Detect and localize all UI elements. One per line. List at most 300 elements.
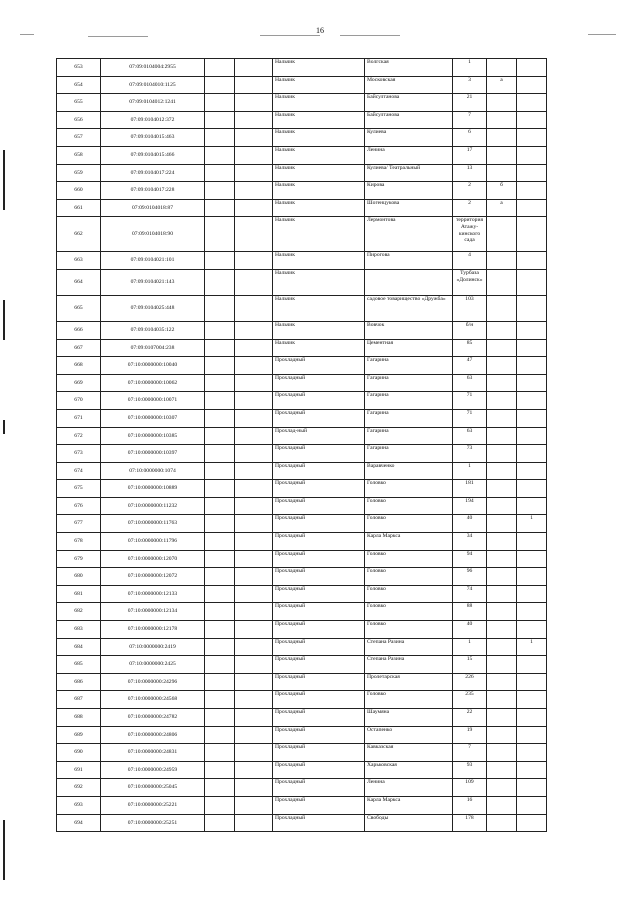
empty-cell bbox=[235, 533, 273, 551]
street-cell: садовое товарищество «Дружба» bbox=[365, 295, 453, 321]
house-cell: 93 bbox=[453, 761, 487, 779]
house-cell: 15 bbox=[453, 656, 487, 674]
house-cell: 47 bbox=[453, 357, 487, 375]
apartment-cell bbox=[517, 603, 547, 621]
table-row bbox=[57, 146, 547, 164]
row-number: 682 bbox=[57, 603, 101, 621]
city-cell: Прохладный bbox=[273, 814, 365, 832]
street-cell: Кирова bbox=[365, 182, 453, 200]
cadastral-number: 07:09:0104025:448 bbox=[101, 295, 205, 321]
building-cell bbox=[487, 585, 517, 603]
street-cell: Гагарина bbox=[365, 445, 453, 463]
empty-cell bbox=[235, 409, 273, 427]
cadastral-number: 07:09:0104015:466 bbox=[101, 146, 205, 164]
house-cell: 7 bbox=[453, 744, 487, 762]
city-cell: Прохладный bbox=[273, 726, 365, 744]
house-cell: 17 bbox=[453, 146, 487, 164]
table-row bbox=[57, 744, 547, 762]
building-cell bbox=[487, 744, 517, 762]
row-number: 661 bbox=[57, 199, 101, 217]
empty-cell bbox=[205, 814, 235, 832]
apartment-cell bbox=[517, 445, 547, 463]
street-cell: Гагарина bbox=[365, 409, 453, 427]
empty-cell bbox=[235, 726, 273, 744]
cadastral-number: 07:10:0000000:10040 bbox=[101, 357, 205, 375]
empty-cell bbox=[205, 129, 235, 147]
building-cell bbox=[487, 568, 517, 586]
building-cell bbox=[487, 427, 517, 445]
apartment-cell bbox=[517, 111, 547, 129]
building-cell bbox=[487, 691, 517, 709]
apartment-cell bbox=[517, 621, 547, 639]
empty-cell bbox=[235, 603, 273, 621]
register-table bbox=[56, 58, 547, 832]
house-cell: 1 bbox=[453, 462, 487, 480]
house-cell: 181 bbox=[453, 480, 487, 498]
city-cell: Нальчик bbox=[273, 94, 365, 112]
cadastral-number: 07:10:0000000:10889 bbox=[101, 480, 205, 498]
house-cell: 71 bbox=[453, 409, 487, 427]
row-number: 668 bbox=[57, 357, 101, 375]
row-number: 689 bbox=[57, 726, 101, 744]
cadastral-number: 07:09:0104035:122 bbox=[101, 321, 205, 339]
empty-cell bbox=[205, 339, 235, 357]
row-number: 653 bbox=[57, 59, 101, 77]
row-number: 679 bbox=[57, 550, 101, 568]
empty-cell bbox=[235, 295, 273, 321]
city-cell: Нальчик bbox=[273, 321, 365, 339]
city-cell: Нальчик bbox=[273, 217, 365, 252]
house-cell: 194 bbox=[453, 497, 487, 515]
house-cell: 4 bbox=[453, 252, 487, 270]
house-cell: 40 bbox=[453, 621, 487, 639]
street-cell: Кавказская bbox=[365, 744, 453, 762]
apartment-cell bbox=[517, 182, 547, 200]
city-cell: Прохладный bbox=[273, 603, 365, 621]
building-cell bbox=[487, 357, 517, 375]
street-cell: Головко bbox=[365, 585, 453, 603]
empty-cell bbox=[235, 269, 273, 295]
scan-artifact-line bbox=[88, 36, 148, 37]
house-cell: 1 bbox=[453, 638, 487, 656]
house-cell: 21 bbox=[453, 94, 487, 112]
house-cell: 3 bbox=[453, 76, 487, 94]
city-cell: Прохладный bbox=[273, 779, 365, 797]
empty-cell bbox=[205, 295, 235, 321]
table-row bbox=[57, 638, 547, 656]
empty-cell bbox=[205, 409, 235, 427]
table-row bbox=[57, 497, 547, 515]
empty-cell bbox=[235, 146, 273, 164]
cadastral-number: 07:09:0104004:2955 bbox=[101, 59, 205, 77]
apartment-cell bbox=[517, 129, 547, 147]
apartment-cell bbox=[517, 533, 547, 551]
table-row bbox=[57, 269, 547, 295]
scan-edge-mark bbox=[3, 820, 5, 880]
city-cell: Нальчик bbox=[273, 59, 365, 77]
house-cell: 40 bbox=[453, 515, 487, 533]
empty-cell bbox=[235, 59, 273, 77]
house-cell: 88 bbox=[453, 603, 487, 621]
cadastral-number: 07:10:0000000:2425 bbox=[101, 656, 205, 674]
empty-cell bbox=[205, 59, 235, 77]
empty-cell bbox=[235, 779, 273, 797]
empty-cell bbox=[235, 129, 273, 147]
city-cell: Нальчик bbox=[273, 295, 365, 321]
empty-cell bbox=[235, 497, 273, 515]
row-number: 692 bbox=[57, 779, 101, 797]
row-number: 657 bbox=[57, 129, 101, 147]
empty-cell bbox=[205, 497, 235, 515]
empty-cell bbox=[205, 656, 235, 674]
empty-cell bbox=[205, 199, 235, 217]
empty-cell bbox=[205, 357, 235, 375]
street-cell: Головко bbox=[365, 691, 453, 709]
empty-cell bbox=[205, 445, 235, 463]
table-row bbox=[57, 585, 547, 603]
street-cell: Ленина bbox=[365, 146, 453, 164]
street-cell: Харьковская bbox=[365, 761, 453, 779]
building-cell bbox=[487, 726, 517, 744]
street-cell: Цементная bbox=[365, 339, 453, 357]
house-cell: 6 bbox=[453, 129, 487, 147]
street-cell: Московская bbox=[365, 76, 453, 94]
table-row bbox=[57, 295, 547, 321]
empty-cell bbox=[205, 585, 235, 603]
table-row bbox=[57, 427, 547, 445]
table-row bbox=[57, 357, 547, 375]
row-number: 680 bbox=[57, 568, 101, 586]
city-cell: Прохлад-ный bbox=[273, 427, 365, 445]
empty-cell bbox=[235, 321, 273, 339]
row-number: 663 bbox=[57, 252, 101, 270]
empty-cell bbox=[205, 779, 235, 797]
cadastral-number: 07:10:0000000:10307 bbox=[101, 409, 205, 427]
empty-cell bbox=[235, 462, 273, 480]
scan-edge-mark bbox=[3, 300, 5, 340]
city-cell: Прохладный bbox=[273, 357, 365, 375]
house-cell: Турбаза «Долинск» bbox=[453, 269, 487, 295]
apartment-cell bbox=[517, 814, 547, 832]
table-row bbox=[57, 76, 547, 94]
empty-cell bbox=[205, 217, 235, 252]
building-cell bbox=[487, 621, 517, 639]
cadastral-number: 07:10:0000000:24568 bbox=[101, 691, 205, 709]
apartment-cell bbox=[517, 409, 547, 427]
cadastral-number: 07:10:0000000:11763 bbox=[101, 515, 205, 533]
row-number: 670 bbox=[57, 392, 101, 410]
cadastral-number: 07:10:0000000:25221 bbox=[101, 796, 205, 814]
row-number: 676 bbox=[57, 497, 101, 515]
empty-cell bbox=[235, 76, 273, 94]
building-cell bbox=[487, 462, 517, 480]
apartment-cell bbox=[517, 691, 547, 709]
table-row bbox=[57, 321, 547, 339]
apartment-cell bbox=[517, 709, 547, 727]
building-cell bbox=[487, 533, 517, 551]
table-row bbox=[57, 392, 547, 410]
cadastral-number: 07:09:0104018:87 bbox=[101, 199, 205, 217]
empty-cell bbox=[205, 427, 235, 445]
street-cell: Пирогова bbox=[365, 252, 453, 270]
street-cell: Карла Маркса bbox=[365, 533, 453, 551]
apartment-cell bbox=[517, 146, 547, 164]
city-cell: Нальчик bbox=[273, 76, 365, 94]
street-cell: Байсултанова bbox=[365, 94, 453, 112]
street-cell: Головко bbox=[365, 621, 453, 639]
house-cell: 235 bbox=[453, 691, 487, 709]
apartment-cell bbox=[517, 295, 547, 321]
empty-cell bbox=[205, 111, 235, 129]
empty-cell bbox=[205, 726, 235, 744]
scan-artifact-line bbox=[20, 34, 34, 35]
row-number: 654 bbox=[57, 76, 101, 94]
house-cell: 19 bbox=[453, 726, 487, 744]
building-cell bbox=[487, 392, 517, 410]
apartment-cell bbox=[517, 94, 547, 112]
building-cell bbox=[487, 796, 517, 814]
empty-cell bbox=[235, 445, 273, 463]
apartment-cell bbox=[517, 779, 547, 797]
cadastral-number: 07:10:0000000:12134 bbox=[101, 603, 205, 621]
row-number: 683 bbox=[57, 621, 101, 639]
row-number: 690 bbox=[57, 744, 101, 762]
city-cell: Прохладный bbox=[273, 796, 365, 814]
cadastral-number: 07:10:0000000:12178 bbox=[101, 621, 205, 639]
street-cell: Карла Маркса bbox=[365, 796, 453, 814]
empty-cell bbox=[205, 462, 235, 480]
house-cell: 63 bbox=[453, 427, 487, 445]
empty-cell bbox=[205, 568, 235, 586]
house-cell: 226 bbox=[453, 673, 487, 691]
apartment-cell bbox=[517, 76, 547, 94]
street-cell: Головко bbox=[365, 568, 453, 586]
table-row bbox=[57, 252, 547, 270]
city-cell: Прохладный bbox=[273, 585, 365, 603]
empty-cell bbox=[205, 533, 235, 551]
empty-cell bbox=[235, 374, 273, 392]
row-number: 681 bbox=[57, 585, 101, 603]
row-number: 665 bbox=[57, 295, 101, 321]
cadastral-number: 07:10:0000000:12070 bbox=[101, 550, 205, 568]
cadastral-number: 07:09:0104018:90 bbox=[101, 217, 205, 252]
apartment-cell bbox=[517, 217, 547, 252]
scan-artifact-line bbox=[260, 35, 320, 36]
cadastral-number: 07:10:0000000:24782 bbox=[101, 709, 205, 727]
apartment-cell bbox=[517, 374, 547, 392]
apartment-cell bbox=[517, 673, 547, 691]
street-cell: Кулиева bbox=[365, 129, 453, 147]
building-cell bbox=[487, 409, 517, 427]
empty-cell bbox=[235, 673, 273, 691]
building-cell bbox=[487, 217, 517, 252]
empty-cell bbox=[205, 638, 235, 656]
building-cell bbox=[487, 295, 517, 321]
row-number: 655 bbox=[57, 94, 101, 112]
house-cell: 2 bbox=[453, 199, 487, 217]
apartment-cell bbox=[517, 269, 547, 295]
street-cell: Головко bbox=[365, 515, 453, 533]
row-number: 664 bbox=[57, 269, 101, 295]
street-cell: Лермонтова bbox=[365, 217, 453, 252]
city-cell: Прохладный bbox=[273, 497, 365, 515]
row-number: 677 bbox=[57, 515, 101, 533]
cadastral-number: 07:10:0000000:2419 bbox=[101, 638, 205, 656]
empty-cell bbox=[205, 94, 235, 112]
empty-cell bbox=[235, 392, 273, 410]
street-cell: Шаумяна bbox=[365, 709, 453, 727]
empty-cell bbox=[205, 76, 235, 94]
apartment-cell bbox=[517, 480, 547, 498]
row-number: 662 bbox=[57, 217, 101, 252]
table-row bbox=[57, 199, 547, 217]
page-number: 16 bbox=[316, 26, 324, 35]
city-cell: Прохладный bbox=[273, 515, 365, 533]
cadastral-number: 07:10:0000000:10062 bbox=[101, 374, 205, 392]
empty-cell bbox=[235, 796, 273, 814]
empty-cell bbox=[205, 182, 235, 200]
table-row bbox=[57, 374, 547, 392]
apartment-cell bbox=[517, 726, 547, 744]
table-row bbox=[57, 111, 547, 129]
empty-cell bbox=[205, 392, 235, 410]
street-cell: Шогенцукова bbox=[365, 199, 453, 217]
cadastral-number: 07:09:0104017:228 bbox=[101, 182, 205, 200]
apartment-cell bbox=[517, 497, 547, 515]
empty-cell bbox=[235, 480, 273, 498]
table-row bbox=[57, 709, 547, 727]
street-cell: Степана Разина bbox=[365, 656, 453, 674]
cadastral-number: 07:10:0000000:25045 bbox=[101, 779, 205, 797]
building-cell bbox=[487, 339, 517, 357]
city-cell: Прохладный bbox=[273, 744, 365, 762]
house-cell: б/н bbox=[453, 321, 487, 339]
street-cell: Гагарина bbox=[365, 392, 453, 410]
empty-cell bbox=[235, 744, 273, 762]
empty-cell bbox=[235, 550, 273, 568]
empty-cell bbox=[205, 603, 235, 621]
empty-cell bbox=[205, 709, 235, 727]
city-cell: Прохладный bbox=[273, 409, 365, 427]
apartment-cell bbox=[517, 252, 547, 270]
empty-cell bbox=[205, 673, 235, 691]
empty-cell bbox=[205, 146, 235, 164]
city-cell: Прохладный bbox=[273, 691, 365, 709]
street-cell: Головко bbox=[365, 480, 453, 498]
cadastral-number: 07:10:0000000:24959 bbox=[101, 761, 205, 779]
empty-cell bbox=[235, 427, 273, 445]
city-cell: Прохладный bbox=[273, 480, 365, 498]
city-cell: Прохладный bbox=[273, 656, 365, 674]
city-cell: Нальчик bbox=[273, 339, 365, 357]
row-number: 659 bbox=[57, 164, 101, 182]
table-row bbox=[57, 568, 547, 586]
empty-cell bbox=[235, 182, 273, 200]
city-cell: Нальчик bbox=[273, 111, 365, 129]
city-cell: Прохладный bbox=[273, 761, 365, 779]
street-cell: Варавченко bbox=[365, 462, 453, 480]
street-cell: Кулиева/ Театральный bbox=[365, 164, 453, 182]
city-cell: Прохладный bbox=[273, 568, 365, 586]
house-cell: 73 bbox=[453, 445, 487, 463]
cadastral-number: 07:10:0000000:24831 bbox=[101, 744, 205, 762]
empty-cell bbox=[235, 656, 273, 674]
empty-cell bbox=[235, 585, 273, 603]
cadastral-number: 07:10:0000000:1074 bbox=[101, 462, 205, 480]
street-cell: Байсултанова bbox=[365, 111, 453, 129]
scan-edge-mark bbox=[3, 150, 5, 210]
empty-cell bbox=[205, 269, 235, 295]
table-row bbox=[57, 409, 547, 427]
building-cell bbox=[487, 497, 517, 515]
row-number: 673 bbox=[57, 445, 101, 463]
table-row bbox=[57, 761, 547, 779]
city-cell: Нальчик bbox=[273, 164, 365, 182]
scan-edge-mark bbox=[3, 420, 5, 434]
building-cell bbox=[487, 480, 517, 498]
apartment-cell bbox=[517, 585, 547, 603]
apartment-cell bbox=[517, 568, 547, 586]
empty-cell bbox=[205, 164, 235, 182]
row-number: 691 bbox=[57, 761, 101, 779]
table-row bbox=[57, 796, 547, 814]
house-cell: 13 bbox=[453, 164, 487, 182]
scan-artifact-line bbox=[340, 35, 400, 36]
cadastral-number: 07:10:0000000:12072 bbox=[101, 568, 205, 586]
city-cell: Прохладный bbox=[273, 374, 365, 392]
row-number: 667 bbox=[57, 339, 101, 357]
street-cell: Гагарина bbox=[365, 427, 453, 445]
cadastral-number: 07:09:0104010:1125 bbox=[101, 76, 205, 94]
building-cell bbox=[487, 59, 517, 77]
apartment-cell bbox=[517, 796, 547, 814]
city-cell: Прохладный bbox=[273, 673, 365, 691]
table-row bbox=[57, 656, 547, 674]
street-cell: Ленина bbox=[365, 779, 453, 797]
empty-cell bbox=[235, 761, 273, 779]
row-number: 693 bbox=[57, 796, 101, 814]
empty-cell bbox=[235, 814, 273, 832]
city-cell: Прохладный bbox=[273, 445, 365, 463]
empty-cell bbox=[235, 568, 273, 586]
empty-cell bbox=[235, 638, 273, 656]
building-cell bbox=[487, 709, 517, 727]
building-cell bbox=[487, 761, 517, 779]
cadastral-number: 07:10:0000000:10071 bbox=[101, 392, 205, 410]
row-number: 688 bbox=[57, 709, 101, 727]
empty-cell bbox=[235, 111, 273, 129]
table-row bbox=[57, 726, 547, 744]
house-cell: 63 bbox=[453, 374, 487, 392]
empty-cell bbox=[205, 252, 235, 270]
street-cell: Головко bbox=[365, 497, 453, 515]
street-cell: Гагарина bbox=[365, 374, 453, 392]
city-cell: Прохладный bbox=[273, 392, 365, 410]
street-cell: Гагарина bbox=[365, 357, 453, 375]
row-number: 660 bbox=[57, 182, 101, 200]
empty-cell bbox=[235, 515, 273, 533]
row-number: 685 bbox=[57, 656, 101, 674]
house-cell: 178 bbox=[453, 814, 487, 832]
apartment-cell bbox=[517, 744, 547, 762]
table-row bbox=[57, 339, 547, 357]
city-cell: Прохладный bbox=[273, 709, 365, 727]
building-cell bbox=[487, 111, 517, 129]
apartment-cell bbox=[517, 339, 547, 357]
street-cell: Вовчок bbox=[365, 321, 453, 339]
building-cell bbox=[487, 321, 517, 339]
table-row bbox=[57, 164, 547, 182]
